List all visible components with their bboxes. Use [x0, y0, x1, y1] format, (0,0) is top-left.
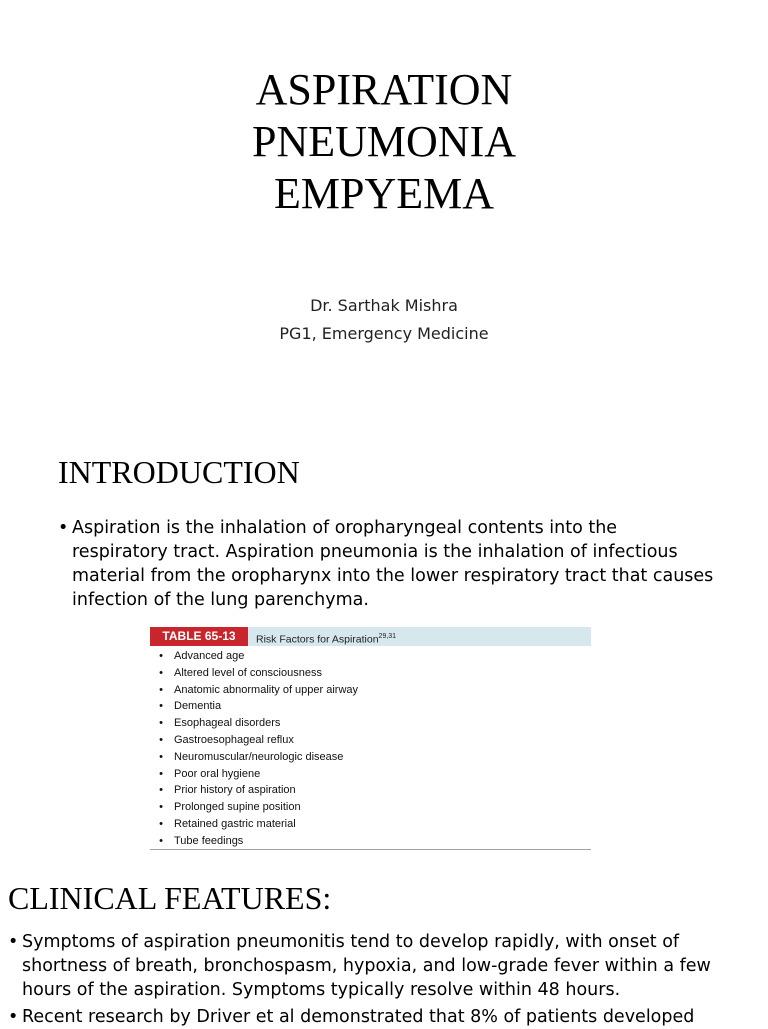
introduction-slide	[0, 420, 768, 860]
risk-factor-text: Gastroesophageal reflux	[174, 733, 294, 746]
introduction-bullet	[58, 516, 718, 612]
presenter-info	[0, 292, 768, 348]
list-bullet-icon: •	[159, 750, 163, 763]
list-bullet-icon: •	[159, 834, 163, 847]
risk-factor-text: Advanced age	[174, 650, 245, 662]
bullet-text: Recent research by Driver et al demonstrated that 8% of patients developed	[22, 1007, 695, 1027]
risk-factor-item	[150, 665, 591, 682]
bullet-icon: •	[8, 932, 19, 952]
risk-factor-item	[150, 715, 591, 732]
list-bullet-icon: •	[159, 650, 163, 662]
risk-factor-item	[150, 749, 591, 766]
risk-factor-item	[150, 799, 591, 816]
risk-factor-item	[150, 816, 591, 833]
list-bullet-icon: •	[159, 817, 163, 830]
list-bullet-icon: •	[159, 733, 163, 746]
risk-factor-item	[150, 766, 591, 783]
risk-factor-item	[150, 698, 591, 715]
title-slide	[0, 0, 768, 420]
title-line: EMPYEMA	[273, 169, 495, 218]
risk-factor-item	[150, 682, 591, 699]
clinical-bullet	[8, 1005, 748, 1029]
risk-factor-text: Dementia	[174, 700, 222, 713]
risk-factor-text: Prior history of aspiration	[174, 784, 296, 797]
bullet-text: Symptoms of aspiration pneumonitis tend to develop rapidly, with onset of shortness of breath, bronchospasm, hypoxia, and low-grade fever within a few hours of the aspiration. Symptoms typically resolve within 48 hours.	[22, 932, 711, 1000]
table-title-text: Risk Factors for Aspiration	[256, 633, 379, 646]
risk-factor-text: Retained gastric material	[174, 817, 296, 830]
risk-factor-text: Esophageal disorders	[174, 717, 281, 730]
list-bullet-icon: •	[159, 700, 163, 713]
table-title	[256, 627, 396, 650]
risk-factor-text: Prolonged supine position	[174, 801, 301, 814]
risk-factor-text: Poor oral hygiene	[174, 767, 261, 780]
bullet-text: Aspiration is the inhalation of oropharyngeal contents into the respiratory tract. Aspiration pneumonia is the inhalation of infectious material from the oropharynx into the lower respiratory tract that causes infection of the lung parenchyma.	[72, 518, 714, 610]
bullet-icon: •	[58, 518, 69, 538]
risk-factor-text: Neuromuscular/neurologic disease	[174, 750, 344, 763]
list-bullet-icon: •	[159, 683, 163, 696]
risk-factor-list	[150, 646, 591, 850]
risk-factor-text: Anatomic abnormality of upper airway	[174, 683, 359, 696]
clinical-bullet	[8, 930, 748, 1002]
list-bullet-icon: •	[159, 666, 163, 679]
risk-factor-text: Altered level of consciousness	[174, 666, 322, 679]
table-number-tag: TABLE 65-13	[150, 627, 248, 646]
risk-factor-text: Tube feedings	[174, 834, 244, 847]
clinical-features-slide	[0, 860, 768, 1027]
risk-factor-item	[150, 833, 591, 850]
risk-factor-item	[150, 732, 591, 749]
author-role: PG1, Emergency Medicine	[279, 324, 489, 343]
title-line: PNEUMONIA	[252, 117, 516, 166]
risk-factor-item	[150, 648, 591, 665]
risk-factor-item	[150, 782, 591, 799]
bullet-icon: •	[8, 1007, 19, 1027]
introduction-heading: INTRODUCTION	[58, 454, 300, 490]
list-bullet-icon: •	[159, 801, 163, 814]
list-bullet-icon: •	[159, 767, 163, 780]
clinical-features-heading: CLINICAL FEATURES:	[8, 880, 332, 916]
author-name: Dr. Sarthak Mishra	[310, 296, 458, 315]
table-header	[150, 627, 591, 646]
presentation-title	[0, 64, 768, 220]
list-bullet-icon: •	[159, 784, 163, 797]
table-title-refs: 29,31	[378, 633, 397, 640]
risk-factors-table	[150, 627, 591, 850]
list-bullet-icon: •	[159, 717, 163, 730]
title-line: ASPIRATION	[255, 65, 513, 114]
